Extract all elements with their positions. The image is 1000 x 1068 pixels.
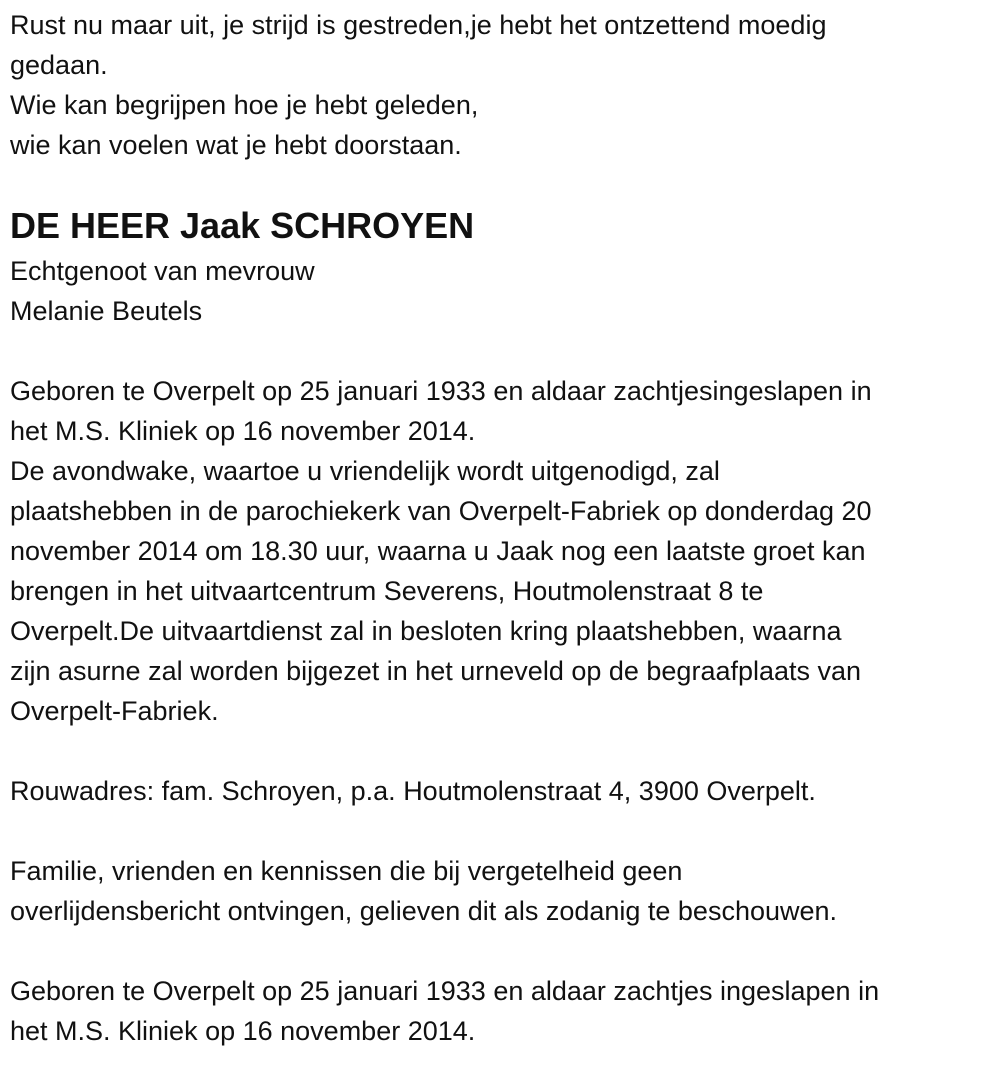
announcement-line: het M.S. Kliniek op 16 november 2014. (10, 416, 476, 446)
closing-line: Geboren te Overpelt op 25 januari 1933 en aldaar zachtjes ingeslapen in (10, 976, 880, 1006)
announcement-line: brengen in het uitvaartcentrum Severens, Houtmolenstraat 8 te (10, 576, 764, 606)
poem-line: Wie kan begrijpen hoe je hebt geleden, (10, 90, 479, 120)
spouse-line: Echtgenoot van mevrouw (10, 256, 315, 286)
announcement-line: Geboren te Overpelt op 25 januari 1933 en aldaar zachtjesingeslapen in (10, 376, 872, 406)
announcement-line: november 2014 om 18.30 uur, waarna u Jaak nog een laatste groet kan (10, 536, 866, 566)
notice-paragraph (10, 851, 879, 931)
notice-line: Familie, vrienden en kennissen die bij vergetelheid geen (10, 856, 683, 886)
poem-line: gedaan. (10, 50, 108, 80)
announcement-line: De avondwake, waartoe u vriendelijk wordt uitgenodigd, zal (10, 456, 720, 486)
announcement-line: zijn asurne zal worden bijgezet in het urneveld op de begraafplaats van (10, 656, 862, 686)
obituary-document (10, 5, 879, 1051)
spouse-info (10, 251, 879, 331)
spouse-line: Melanie Beutels (10, 296, 203, 326)
closing-paragraph (10, 971, 879, 1051)
poem-line: Rust nu maar uit, je strijd is gestreden,je hebt het ontzettend moedig (10, 10, 827, 40)
announcement-paragraph (10, 371, 879, 731)
poem (10, 5, 879, 165)
poem-line: wie kan voelen wat je hebt doorstaan. (10, 130, 462, 160)
deceased-name-title: DE HEER Jaak SCHROYEN (10, 205, 475, 246)
announcement-line: Overpelt-Fabriek. (10, 696, 219, 726)
closing-line: het M.S. Kliniek op 16 november 2014. (10, 1016, 476, 1046)
announcement-line: plaatshebben in de parochiekerk van Overpelt-Fabriek op donderdag 20 (10, 496, 872, 526)
notice-line: overlijdensbericht ontvingen, gelieven dit als zodanig te beschouwen. (10, 896, 838, 926)
mourning-address: Rouwadres: fam. Schroyen, p.a. Houtmolenstraat 4, 3900 Overpelt. (10, 776, 816, 806)
announcement-line: Overpelt.De uitvaartdienst zal in besloten kring plaatshebben, waarna (10, 616, 842, 646)
